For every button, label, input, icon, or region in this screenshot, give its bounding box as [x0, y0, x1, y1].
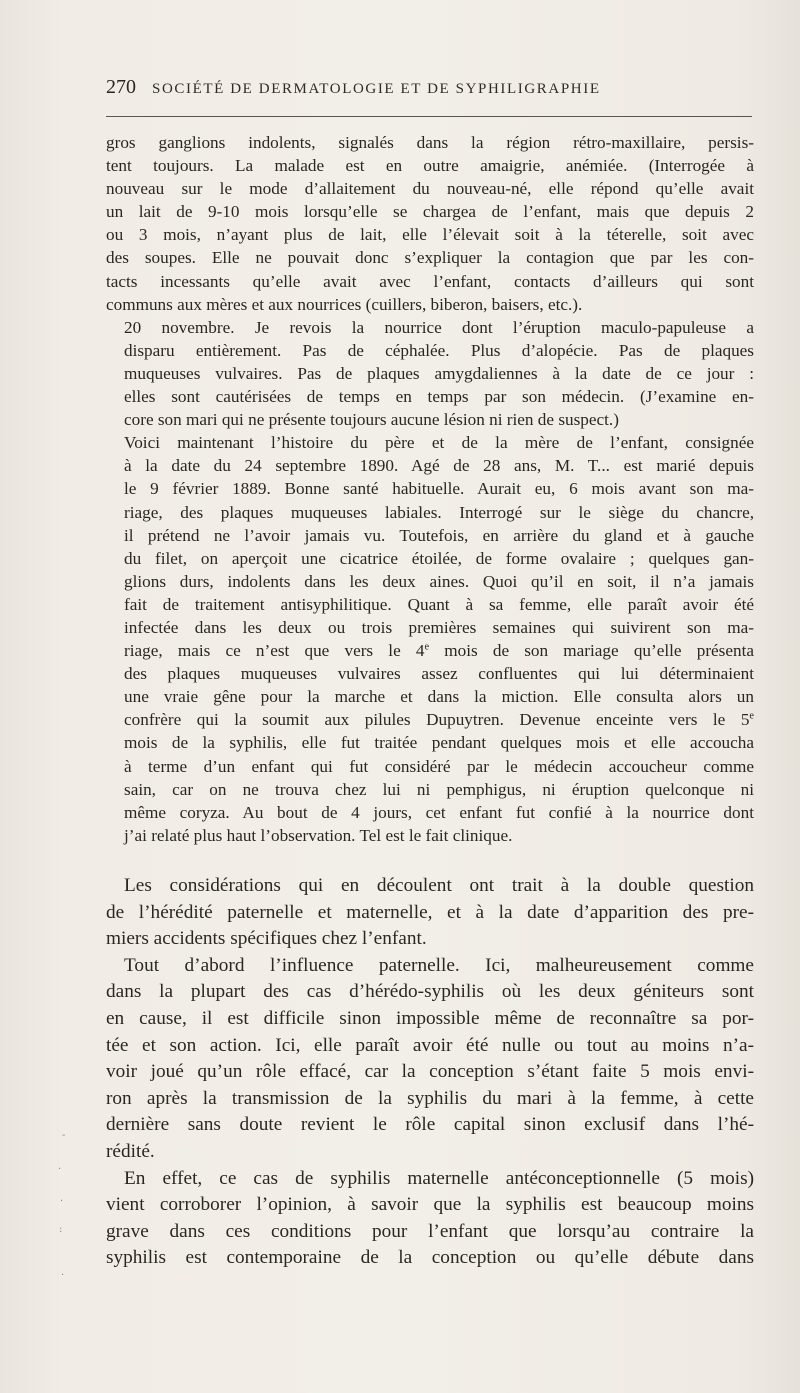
speck-mark: :	[59, 1224, 63, 1235]
text-line: des plaques muqueuses vulvaires assez confluentes qui lui déterminaient	[124, 664, 754, 684]
text-line: 20 novembre. Je revois la nourrice dont l’éruption maculo-papuleuse a	[124, 317, 754, 337]
text-line: elles sont cautérisées de temps en temps par son médecin. (J’examine en-	[124, 387, 754, 407]
text-line: tée et son action. Ici, elle paraît avoir été nulle ou tout au moins n’a-	[106, 1034, 754, 1056]
text-line: communs aux mères et aux nourrices (cuillers, biberon, baisers, etc.).	[106, 294, 583, 314]
text-line: j’ai relaté plus haut l’observation. Tel est le fait clinique.	[124, 825, 513, 845]
observation-text	[106, 131, 754, 847]
superscript: e	[424, 641, 430, 653]
paragraph	[106, 431, 754, 847]
text-line: un lait de 9-10 mois lorsqu’elle se chargea de l’enfant, mais que depuis 2	[106, 202, 754, 222]
superscript: e	[749, 710, 754, 722]
text-line: même coryza. Au bout de 4 jours, cet enfant fut confié à la nourrice dont	[124, 802, 754, 822]
text-line: de l’hérédité paternelle et maternelle, et à la date d’apparition des pre-	[106, 901, 754, 923]
text-line: Tout d’abord l’influence paternelle. Ici, malheureusement comme	[124, 954, 754, 976]
speck-mark: ·	[61, 1270, 65, 1281]
text-line	[106, 639, 754, 662]
text-fragment: confrère qui la soumit aux pilules Dupuytren. Devenue enceinte vers le 5	[124, 710, 750, 730]
text-line: grave dans ces conditions pour l’enfant que lorsqu’au contraire la	[106, 1220, 754, 1242]
speck-mark: -	[62, 1130, 66, 1141]
text-line: à terme d’un enfant qui fut considéré par le médecin accoucheur comme	[124, 756, 754, 776]
discussion-text	[106, 873, 754, 1272]
page-number: 270	[106, 76, 136, 98]
text-line: Les considérations qui en découlent ont trait à la double question	[124, 875, 754, 896]
paragraph	[106, 1166, 754, 1272]
text-line: gros ganglions indolents, signalés dans la région rétro-maxillaire, persis-	[106, 133, 754, 152]
text-line: du filet, on aperçoit une cicatrice étoilée, de forme ovalaire ; quelques gan-	[124, 548, 754, 568]
text-fragment: riage, mais ce n’est que vers le 4	[124, 641, 425, 661]
paragraph	[106, 316, 754, 431]
text-line: fait de traitement antisyphilitique. Quant à sa femme, elle paraît avoir été	[124, 594, 754, 614]
paragraph	[106, 953, 754, 1166]
text-line: des soupes. Elle ne pouvait donc s’expliquer la contagion que par les con-	[106, 248, 754, 268]
text-line: Voici maintenant l’histoire du père et de la mère de l’enfant, consignée	[124, 433, 754, 453]
text-line: il prétend ne l’avoir jamais vu. Toutefois, en arrière du gland et à gauche	[124, 525, 754, 545]
text-line: une vraie gêne pour la marche et dans la miction. Elle consulta alors un	[124, 687, 754, 707]
text-line: ron après la transmission de la syphilis du mari à la femme, à cette	[106, 1087, 754, 1109]
page-header	[106, 76, 754, 102]
speck-mark: ·	[60, 1196, 64, 1207]
text-line: voir joué qu’un rôle effacé, car la conception s’étant faite 5 mois envi-	[106, 1061, 754, 1083]
running-title: SOCIÉTÉ DE DERMATOLOGIE ET DE SYPHILIGRAPHIE	[152, 81, 601, 97]
header-rule	[106, 116, 752, 117]
text-line: En effet, ce cas de syphilis maternelle antéconceptionnelle (5 mois)	[124, 1167, 754, 1189]
text-fragment: mois de son mariage qu’elle présenta	[429, 641, 754, 661]
speck-mark: ·	[58, 1164, 62, 1175]
text-line: miers accidents spécifiques chez l’enfant.	[106, 928, 427, 950]
text-line: core son mari qui ne présente toujours aucune lésion ni rien de suspect.)	[124, 410, 619, 430]
margin-specks	[52, 1130, 72, 1290]
text-line: tent toujours. La malade est en outre amaigrie, anémiée. (Interrogée à	[106, 156, 754, 176]
text-line: ou 3 mois, n’ayant plus de lait, elle l’élevait soit à la téterelle, soit avec	[106, 225, 754, 245]
paragraph	[106, 131, 754, 316]
text-line: disparu entièrement. Pas de céphalée. Plus d’alopécie. Pas de plaques	[124, 340, 754, 360]
text-line: sain, car on ne trouva chez lui ni pemphigus, ni éruption quelconque ni	[124, 779, 754, 799]
text-line: syphilis est contemporaine de la conception ou qu’elle débute dans	[106, 1247, 754, 1269]
text-line	[106, 708, 754, 731]
text-line: riage, des plaques muqueuses labiales. Interrogé sur le siège du chancre,	[124, 502, 754, 522]
text-line: à la date du 24 septembre 1890. Agé de 28 ans, M. T... est marié depuis	[124, 456, 754, 476]
text-line: infectée dans les deux ou trois premières semaines qui suivirent son ma-	[124, 617, 754, 637]
text-line: dans la plupart des cas d’hérédo-syphilis où les deux géniteurs sont	[106, 981, 754, 1003]
paragraph	[106, 873, 754, 953]
text-line: tacts incessants qu’elle avait avec l’enfant, contacts d’ailleurs qui sont	[106, 271, 754, 291]
text-line: glions durs, indolents dans les deux aines. Quoi qu’il en soit, il n’a jamais	[124, 571, 754, 591]
text-line: en cause, il est difficile sinon impossible même de reconnaître sa por-	[106, 1007, 754, 1029]
text-line: mois de la syphilis, elle fut traitée pendant quelques mois et elle accoucha	[124, 733, 754, 753]
text-line: rédité.	[106, 1140, 155, 1162]
text-line: vient corroborer l’opinion, à savoir que la syphilis est beaucoup moins	[106, 1194, 754, 1216]
text-line: nouveau sur le mode d’allaitement du nouveau-né, elle répond qu’elle avait	[106, 179, 754, 199]
text-line: muqueuses vulvaires. Pas de plaques amygdaliennes à la date de ce jour :	[124, 363, 754, 383]
text-line: dernière sans doute revient le rôle capital sinon exclusif dans l’hé-	[106, 1114, 754, 1136]
text-line: le 9 février 1889. Bonne santé habituelle. Aurait eu, 6 mois avant son ma-	[124, 479, 754, 499]
